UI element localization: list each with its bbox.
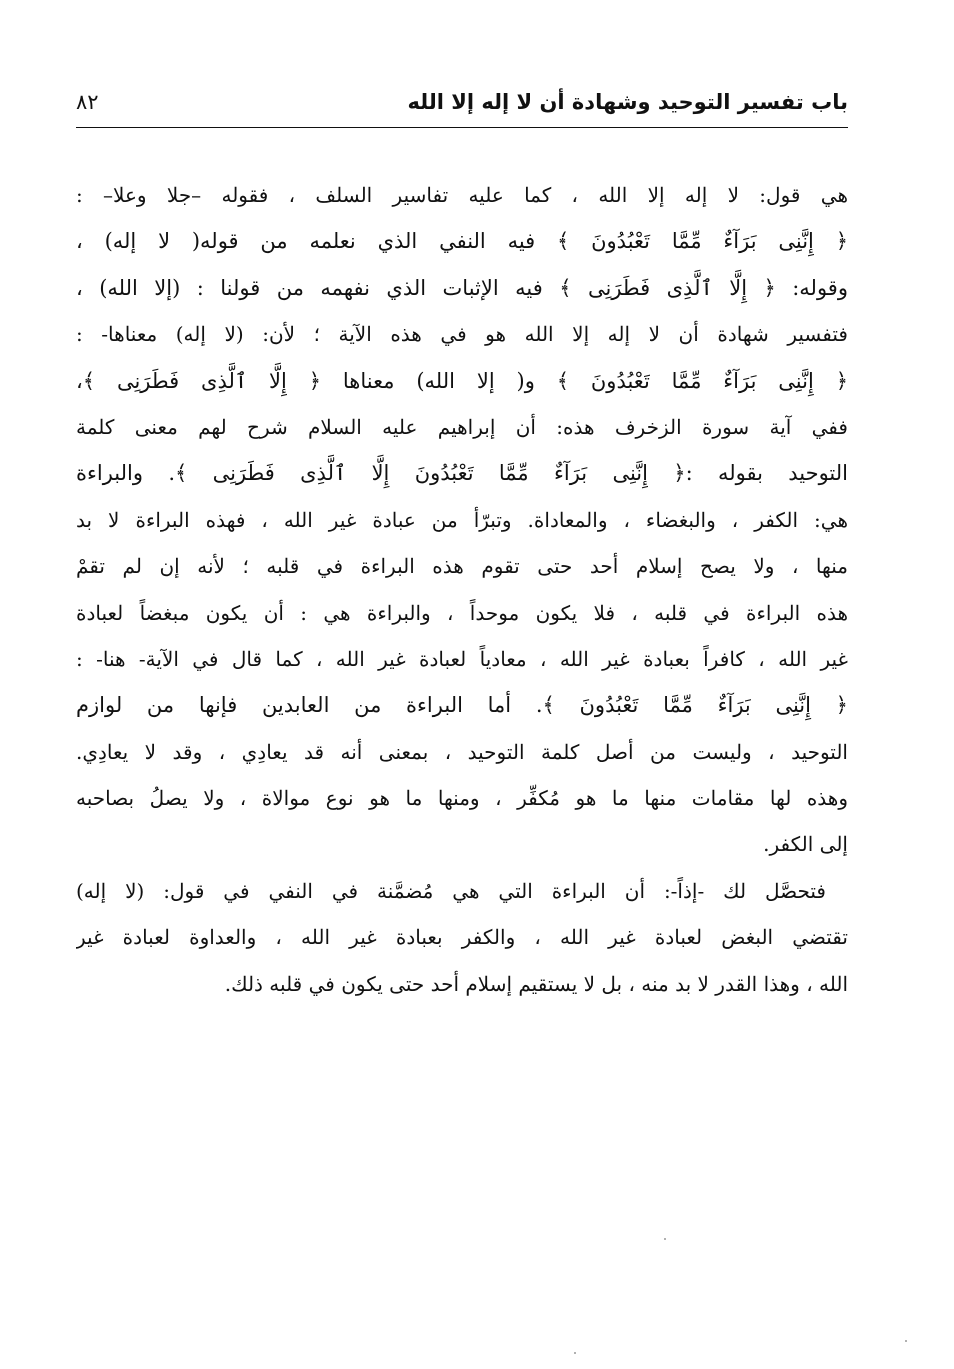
scan-speck bbox=[664, 1238, 666, 1240]
header-divider bbox=[76, 127, 848, 128]
text-line: الله ، وهذا القدر لا بد منه ، بل لا يستقيم إسلام أحد حتى يكون في قلبه ذلك. bbox=[224, 971, 848, 996]
scan-speck bbox=[905, 1340, 907, 1342]
text-line: هي قول: لا إله إلا الله ، كما عليه تفاسير السلف ، فقوله –جلا وعلا– : bbox=[76, 183, 848, 207]
chapter-title: باب تفسير التوحيد وشهادة أن لا إله إلا الله bbox=[407, 90, 848, 114]
text-line: إلى الكفر. bbox=[763, 832, 848, 857]
text-line: التوحيد ، وليست من أصل كلمة التوحيد ، بمعنى أنه قد يعادِي ، وقد لا يعادِي. bbox=[76, 739, 848, 764]
text-line: ﴿ إِنَّنِى بَرَآءٌ مِّمَّا تَعْبُدُونَ ﴾ و( إلا الله) معناها ﴿ إِلَّا ٱلَّذِى فَطَرَنِى ﴾، bbox=[76, 368, 848, 393]
text-line: هذه البراءة في قلبه ، فلا يكون موحداً ، والبراءة هي : أن يكون مبغضاً لعبادة bbox=[76, 600, 848, 625]
text-line: ﴿ إِنَّنِى بَرَآءٌ مِّمَّا تَعْبُدُونَ ﴾. أما البراءة من العابدين فإنها من لوازم bbox=[76, 693, 848, 718]
text-line: تقتضي البغض لعبادة غير الله ، والكفر بعبادة غير الله ، والعداوة لعبادة غير bbox=[76, 925, 848, 950]
text-line: ﴿ إِنَّنِى بَرَآءٌ مِّمَّا تَعْبُدُونَ ﴾ فيه النفي الذي نعلمه من قوله( لا إله) ، bbox=[76, 229, 848, 254]
page-number: ٨٢ bbox=[76, 90, 99, 114]
text-line: فتفسير شهادة أن لا إله إلا الله هو في هذه الآية ؛ لأن: (لا إله) معناها- : bbox=[76, 322, 848, 347]
text-line: ففي آية سورة الزخرف هذه: أن إبراهيم عليه السلام شرح لهم معنى كلمة bbox=[76, 414, 848, 439]
text-line: غير الله ، كافراً بعبادة غير الله ، معادياً لعبادة غير الله ، كما قال في الآية- هنا- : bbox=[76, 646, 848, 671]
text-line: فتحصَّل لك -إذاً-: أن البراءة التي هي مُضمَّنة في النفي في قول: (لا إله) bbox=[76, 878, 826, 903]
text-line: هي: الكفر ، والبغضاء ، والمعاداة. وتبرّأ من عبادة غير الله ، فهذه البراءة لا بد bbox=[76, 507, 848, 532]
text-line: منها ، ولا يصح إسلام أحد حتى تقوم هذه البراءة في قلبه ؛ لأنه إن لم تقمْ bbox=[76, 554, 848, 579]
scan-speck bbox=[574, 1352, 576, 1354]
page-header bbox=[76, 86, 848, 130]
body-text bbox=[76, 172, 848, 1007]
text-line: وهذه لها مقامات منها ما هو مُكفِّر ، ومنها ما هو نوع موالاة ، ولا يصلُ بصاحبه bbox=[76, 786, 848, 811]
text-line: وقوله: ﴿ إِلَّا ٱلَّذِى فَطَرَنِى ﴾ فيه الإثبات الذي نفهمه من قولنا : (إلا الله) ، bbox=[76, 275, 848, 300]
text-line: التوحيد بقوله :﴿ إِنَّنِى بَرَآءٌ مِّمَّا تَعْبُدُونَ إِلَّا ٱلَّذِى فَطَرَنِى ﴾. والبراءة bbox=[76, 461, 848, 486]
